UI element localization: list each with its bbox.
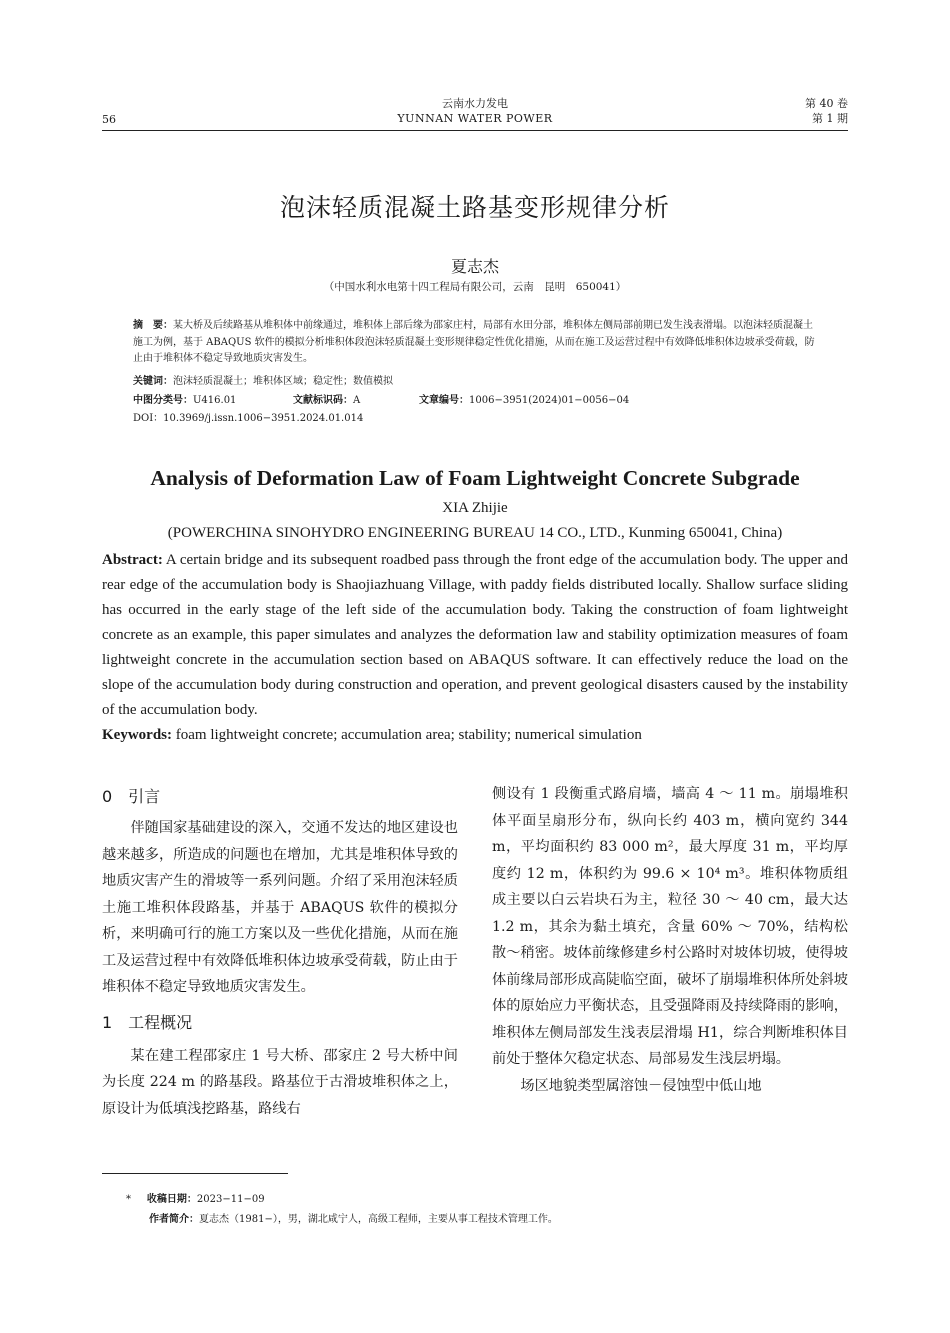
page-title-cn: 泡沫轻质混凝土路基变形规律分析 [279,193,670,222]
footnote-rule [102,1173,288,1174]
affiliation-en: (POWERCHINA SINOHYDRO ENGINEERING BUREAU 14 CO., LTD., Kunming 650041, China) [167,525,783,541]
abstract-en-text: A certain bridge and its subsequent roadbed pass through the front edge of the accumulation body. The upper and rear edge of the accumulation body is Shaojiazhuang Village, with paddy fields distributed locally. Shallow surface sliding has occurred in the early stage of the left side of the accumulation body. Taking the construction of foam lightweight concrete as an example, this paper simulates and analyzes the deformation law and stability optimization measures of foam lightweight concrete in the accumulation section based on ABAQUS software. It can effectively reduce the load on the slope of the accumulation body during construction and operation, and prevent geological disasters caused by the instability of the accumulation body. [102,552,848,718]
footnote-bio [149,1212,558,1228]
header-rule [102,130,848,131]
left-column [102,783,458,1122]
page-title-en: Analysis of Deformation Law of Foam Lightweight Concrete Subgrade [150,466,800,490]
right-column-paragraph-2: 场区地貌类型属溶蚀－侵蚀型中低山地 [520,1077,762,1094]
right-column [492,781,848,1099]
running-header-right [805,96,848,126]
section-1-title: 1 工程概况 [102,1012,193,1032]
classification-line [133,393,818,410]
keywords-cn-text: 泡沫轻质混凝土；堆积体区域；稳定性；数值模拟 [173,376,393,387]
keywords-en-text: foam lightweight concrete; accumulation area; stability; numerical simulation [175,727,642,743]
section-1-paragraph: 某在建工程邵家庄 1 号大桥、邵家庄 2 号大桥中间为长度 224 m 的路基段。路基位于古滑坡堆积体之上，原设计为低填浅挖路基，路线右 [102,1047,458,1117]
journal-name-en: YUNNAN WATER POWER [397,112,553,125]
footnote-marker: * [126,1194,131,1205]
footnote-received [126,1192,265,1208]
page-number: 56 [102,113,116,126]
author-en: XIA Zhijie [442,500,508,516]
issue-label: 第 1 期 [812,112,848,125]
clc-label: 中图分类号： [133,395,193,406]
right-column-paragraph-1: 侧设有 1 段衡重式路肩墙，墙高 4 ～ 11 m。崩塌堆积体平面呈扇形分布，纵向长约 403 m，横向宽约 344 m，平均面积约 83 000 m²，最大厚度 31 m，平均厚度约 12 m，体积约为 99.6 × 10⁴ m³。堆积体物质组成主要以白云岩块石为主，粒径 30 ～ 40 cm，最大达 1.2 m，其余为黏土填充，含量 60% ～ 70%，结构松散～稍密。坡体前缘修建乡村公路时对坡体切坡，使得坡体前缘局部形成高陡临空面，破坏了崩塌堆积体所处斜坡体的原始应力平衡状态，且受强降雨及持续降雨的影响，堆积体左侧局部发生浅表层滑塌 H1，综合判断堆积体目前处于整体欠稳定状态、局部易发生浅层坍塌。 [492,786,848,1067]
received-label: 收稿日期： [146,1194,197,1205]
article-no-label: 文章编号： [419,395,469,406]
article-no-value: 1006−3951(2024)01−0056−04 [469,395,630,406]
section-0-paragraph: 伴随国家基础建设的深入，交通不发达的地区建设也越来越多，所造成的问题也在增加，尤其是堆积体导致的地质灾害产生的滑坡等一系列问题。介绍了采用泡沫轻质土施工堆积体段路基，并基于 ABAQUS 软件的模拟分析，来明确可行的施工方案以及一些优化措施，从而在施工及运营过程中有效降低堆积体边坡承受荷载，防止由于堆积体不稳定导致地质灾害发生。 [102,820,458,995]
abstract-cn [133,318,818,368]
doi: DOI：10.3969/j.issn.1006−3951.2024.01.014 [133,413,364,424]
abstract-cn-label: 摘 要： [133,320,173,331]
received-date: 2023−11−09 [196,1194,265,1205]
section-0-title: 0 引言 [102,787,161,806]
keywords-cn-label: 关键词： [133,376,173,387]
clc-value: U416.01 [193,395,237,406]
keywords-en [102,723,848,748]
keywords-cn [133,374,818,391]
bio-label: 作者简介： [149,1214,199,1225]
doc-code-label: 文献标识码： [293,395,353,406]
running-header-center [300,96,650,126]
bio-text: 夏志杰（1981−），男，湖北咸宁人，高级工程师，主要从事工程技术管理工作。 [199,1214,558,1225]
journal-name-cn: 云南水力发电 [442,97,508,110]
abstract-en-label: Abstract: [102,552,163,568]
keywords-en-label: Keywords: [102,727,172,743]
author-cn: 夏志杰 [450,257,499,276]
affiliation-cn: （中国水利水电第十四工程局有限公司，云南 昆明 650041） [323,281,627,293]
abstract-cn-text: 某大桥及后续路基从堆积体中前缘通过，堆积体上部后缘为邵家庄村，局部有水田分部，堆积体左侧局部前期已发生浅表滑塌。以泡沫轻质混凝土施工为例，基于 ABAQUS 软件的模拟分析堆积体段泡沫轻质混凝土变形规律稳定性优化措施，从而在施工及运营过程中有效降低堆积体边坡承受荷载，防止由于堆积体不稳定导致地质灾害发生。 [133,320,815,364]
doc-code-value: A [353,395,361,406]
volume-label: 第 40 卷 [805,97,848,110]
abstract-en [102,548,848,723]
